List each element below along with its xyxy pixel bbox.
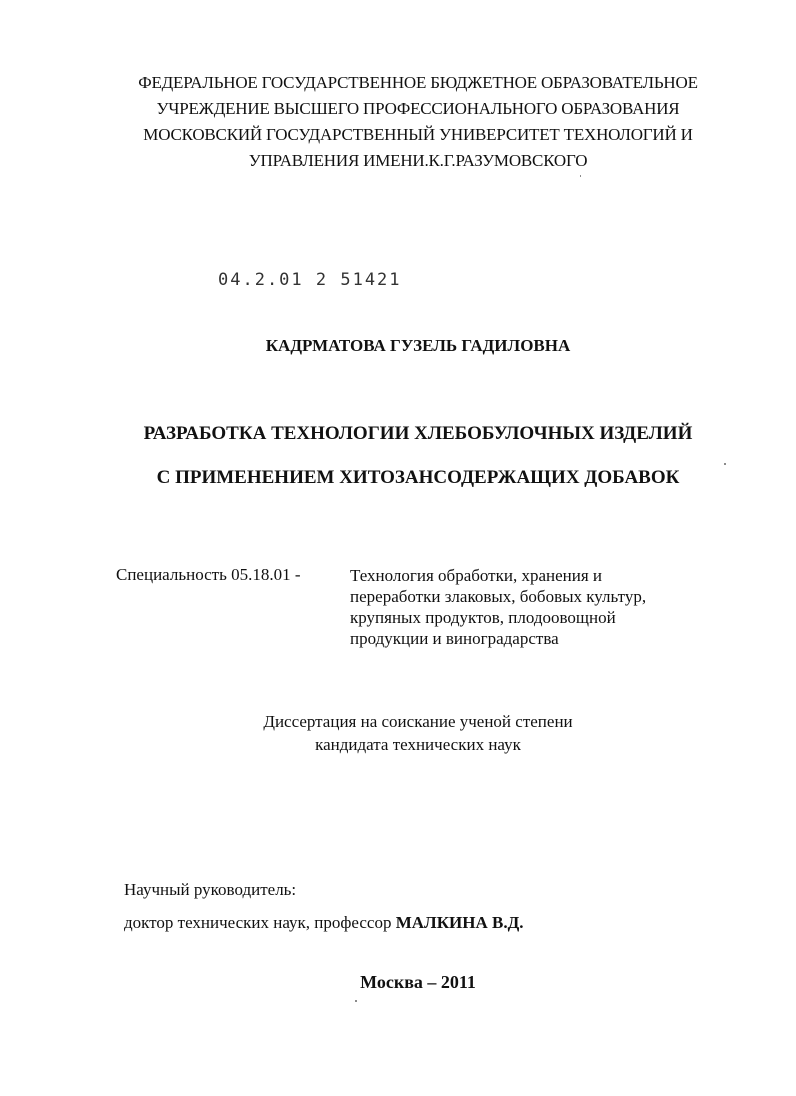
specialty-line: переработки злаковых, бобовых культур, — [350, 587, 647, 606]
specialty-label: Специальность 05.18.01 - — [116, 565, 301, 584]
supervisor-label: Научный руководитель: — [124, 880, 297, 899]
specialty-line: продукции и виноградарства — [350, 629, 559, 648]
institution-line-4: УПРАВЛЕНИЯ ИМЕНИ.К.Г.РАЗУМОВСКОГО — [248, 151, 588, 170]
thesis-title-line-2: С ПРИМЕНЕНИЕМ ХИТОЗАНСОДЕРЖАЩИХ ДОБАВОК — [156, 467, 680, 488]
supervisor-details — [124, 913, 524, 933]
scan-speck — [355, 1000, 357, 1002]
degree-statement — [0, 710, 796, 756]
scan-speck — [580, 175, 581, 177]
scan-speck — [724, 463, 726, 465]
institution-line-1: ФЕДЕРАЛЬНОЕ ГОСУДАРСТВЕННОЕ БЮДЖЕТНОЕ ОБРАЗОВАТЕЛЬНОЕ — [138, 73, 698, 92]
degree-line-2: кандидата технических наук — [315, 735, 521, 754]
institution-header — [0, 70, 796, 174]
supervisor-name: МАЛКИНА В.Д. — [395, 913, 524, 932]
library-stamp-number: 04.2.01 2 51421 — [218, 270, 402, 290]
degree-line-1: Диссертация на соискание ученой степени — [263, 712, 573, 731]
institution-line-3: МОСКОВСКИЙ ГОСУДАРСТВЕННЫЙ УНИВЕРСИТЕТ ТЕХНОЛОГИЙ И — [143, 125, 693, 144]
specialty-description — [350, 565, 646, 649]
city-year: Москва – 2011 — [360, 972, 476, 992]
specialty-line: Технология обработки, хранения и — [350, 566, 603, 585]
author-name: КАДРМАТОВА ГУЗЕЛЬ ГАДИЛОВНА — [265, 336, 571, 355]
supervisor-credentials: доктор технических наук, профессор — [124, 913, 392, 932]
thesis-title-line-1: РАЗРАБОТКА ТЕХНОЛОГИИ ХЛЕБОБУЛОЧНЫХ ИЗДЕЛИЙ — [143, 423, 693, 444]
specialty-line: крупяных продуктов, плодоовощной — [350, 608, 616, 627]
institution-line-2: УЧРЕЖДЕНИЕ ВЫСШЕГО ПРОФЕССИОНАЛЬНОГО ОБРАЗОВАНИЯ — [156, 99, 680, 118]
